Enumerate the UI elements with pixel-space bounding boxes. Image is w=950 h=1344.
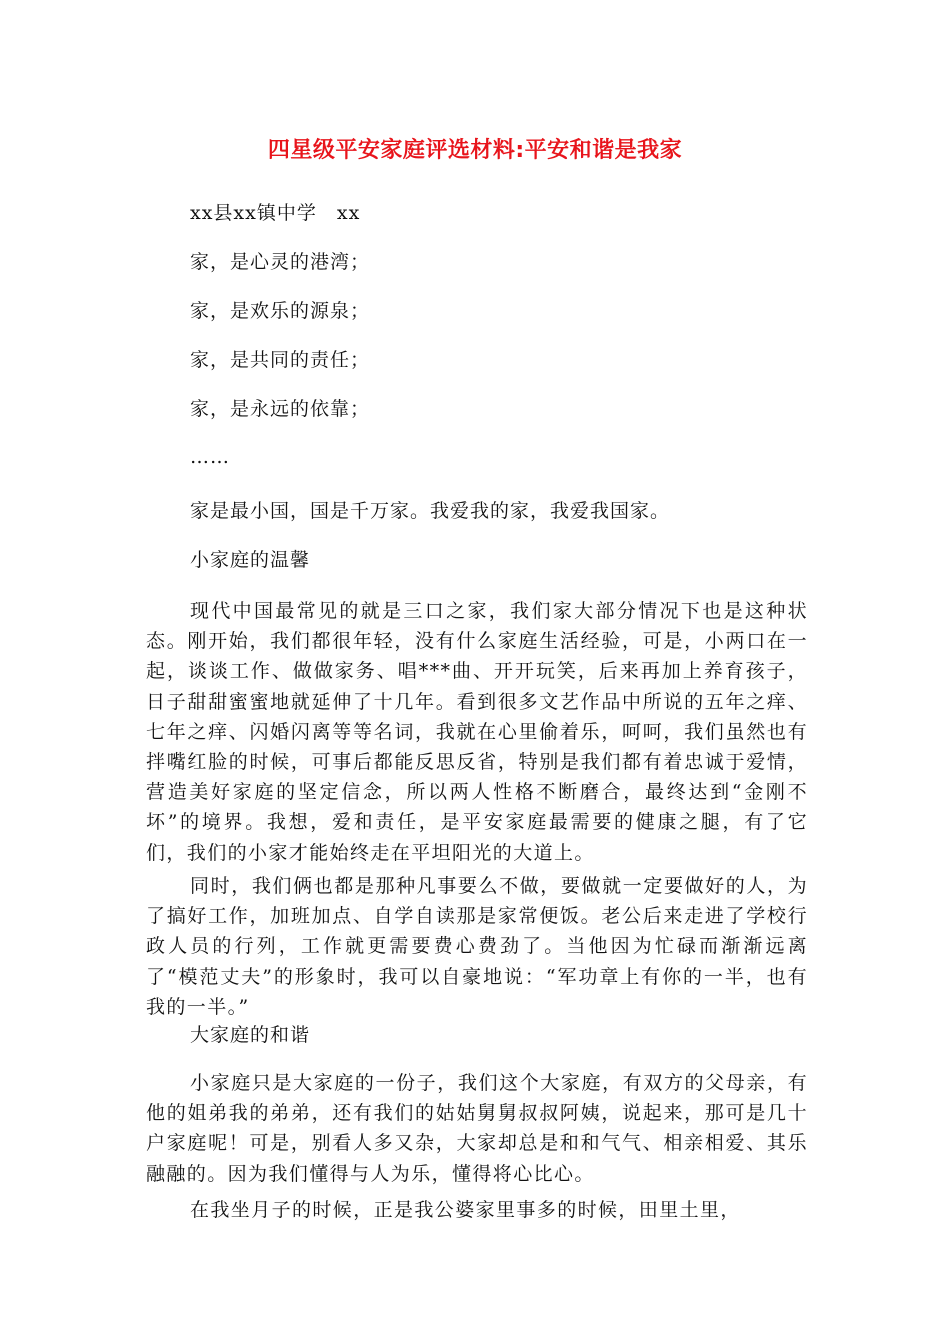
section-heading: 小家庭的温馨 [190, 549, 311, 571]
section-heading: 大家庭的和谐 [190, 1024, 311, 1046]
poem-line: 家，是共同的责任； [190, 349, 371, 371]
poem-line: 家，是欢乐的源泉； [190, 300, 371, 322]
poem-line: 家，是永远的依靠； [190, 398, 371, 420]
author-line: xx县xx镇中学 xx [190, 202, 361, 224]
ellipsis-line: …… [190, 446, 230, 468]
paragraph: 同时，我们俩也都是那种凡事要么不做，要做就一定要做好的人，为了搞好工作，加班加点、自学自读那是家常便饭。老公后来走进了学校行政人员的行列，工作就更需要费心费劲了。当他因为忙碌而渐渐远离了“模范丈夫”的形象时，我可以自豪地说：“军功章上有你的一半，也有我的一半。” [146, 875, 808, 1018]
motto-line: 家是最小国，国是千万家。我爱我的家，我爱我国家。 [190, 500, 671, 522]
paragraph: 在我坐月子的时候，正是我公婆家里事多的时候，田里土里， [190, 1199, 741, 1221]
paragraph: 小家庭只是大家庭的一份子，我们这个大家庭，有双方的父母亲，有他的姐弟我的弟弟，还有我们的姑姑舅舅叔叔阿姨，说起来，那可是几十户家庭呢！可是，别看人多又杂，大家却总是和和气气、相亲相爱、其乐融融的。因为我们懂得与人为乐，懂得将心比心。 [146, 1072, 808, 1185]
paragraph: 现代中国最常见的就是三口之家，我们家大部分情况下也是这种状态。刚开始，我们都很年轻，没有什么家庭生活经验，可是，小两口在一起，谈谈工作、做做家务、唱***曲、开开玩笑，后来再加上养育孩子，日子甜甜蜜蜜地就延伸了十几年。看到很多文艺作品中所说的五年之痒、七年之痒、闪婚闪离等等名词，我就在心里偷着乐，呵呵，我们虽然也有拌嘴红脸的时候，可事后都能反思反省，特别是我们都有着忠诚于爱情，营造美好家庭的坚定信念，所以两人性格不断磨合，最终达到“金刚不坏”的境界。我想，爱和责任，是平安家庭最需要的健康之腿，有了它们，我们的小家才能始终走在平坦阳光的大道上。 [146, 600, 808, 864]
document-title: 四星级平安家庭评选材料:平安和谐是我家 [267, 138, 683, 163]
poem-line: 家，是心灵的港湾； [190, 251, 371, 273]
